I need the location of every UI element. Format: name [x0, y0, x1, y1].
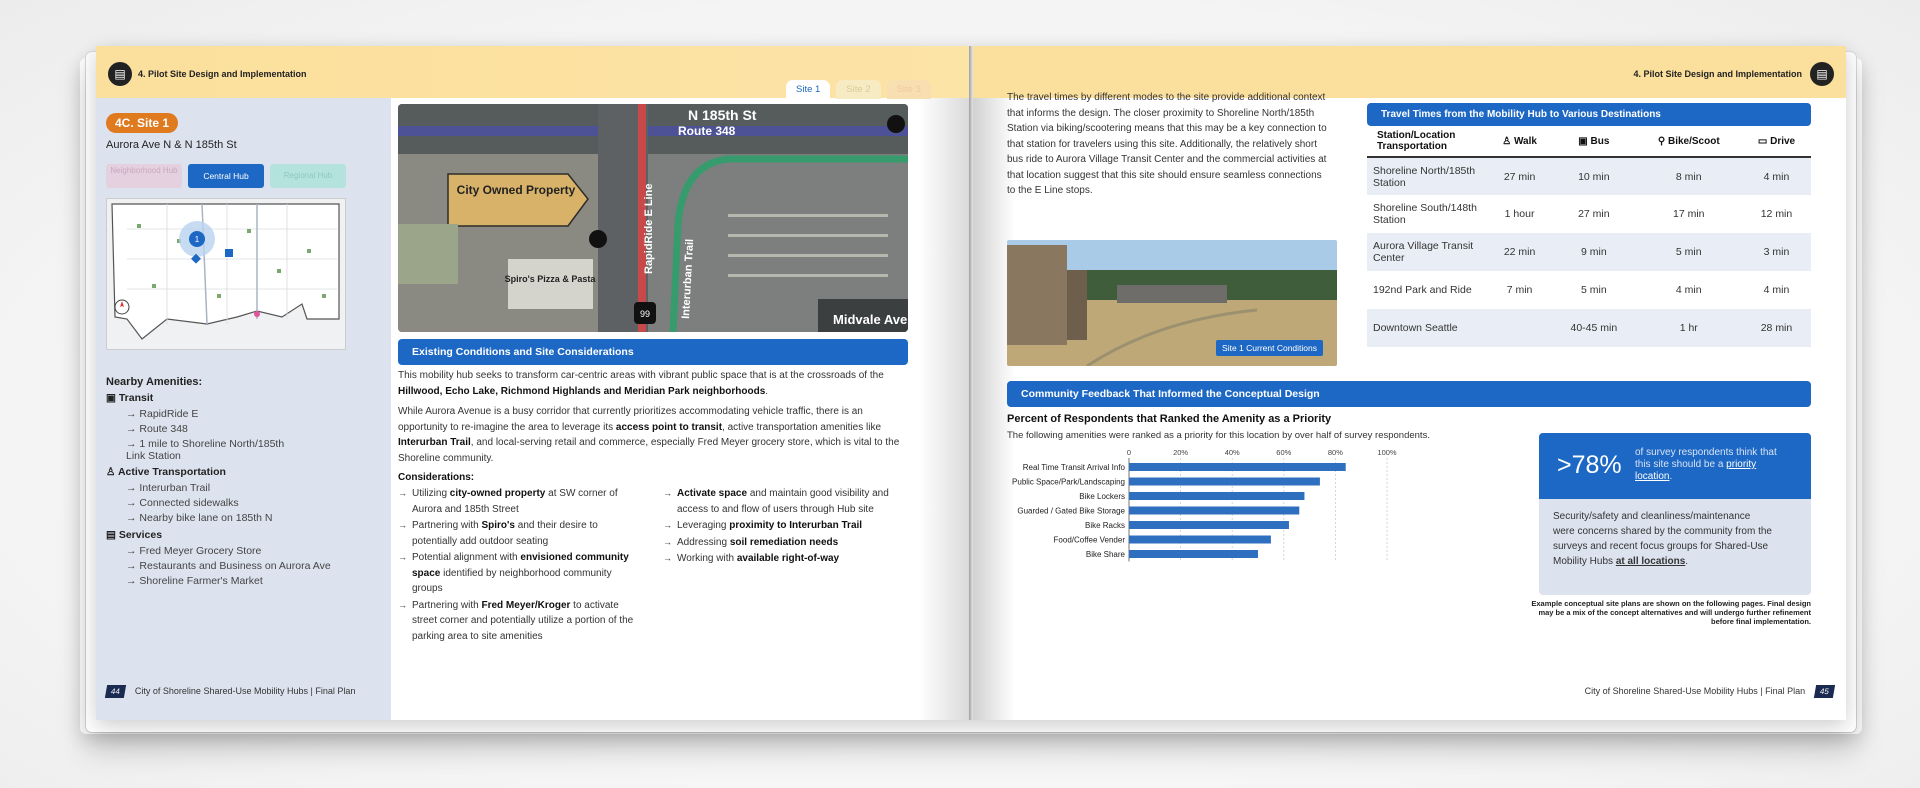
- category-label: Real Time Transit Arrival Info: [1022, 463, 1125, 472]
- left-section-title: 4. Pilot Site Design and Implementation: [138, 69, 307, 79]
- col-header-bike: ⚲ Bike/Scoot: [1636, 126, 1742, 157]
- intro-paragraph-1: This mobility hub seeks to transform car-centric areas with vibrant public space that is at the crossroads of the Hillwood, Echo Lake, Richmond Highlands and Meridian Park neighborhoods.: [398, 370, 884, 397]
- category-label: Bike Share: [1085, 550, 1125, 559]
- x-tick-label: 40%: [1224, 448, 1240, 457]
- walk-icon: ♙: [106, 466, 118, 478]
- map-marker-label: 1: [194, 235, 200, 244]
- book-icon: ▤: [108, 62, 132, 86]
- chart-subtitle: The following amenities were ranked as a priority for this location by over half of survey respondents.: [1007, 430, 1430, 441]
- bar: [1129, 478, 1320, 486]
- right-page: [971, 46, 1846, 720]
- book-spine: [969, 46, 973, 720]
- bar: [1129, 521, 1289, 529]
- list-item: → Interurban Trail: [126, 482, 211, 494]
- aerial-midvale-label: Midvale Ave: [833, 312, 908, 327]
- x-tick-label: 100%: [1377, 448, 1397, 457]
- list-item: → Restaurants and Business on Aurora Ave: [126, 560, 331, 572]
- table-row: Shoreline North/185th Station 27 min 10 min 8 min 4 min: [1367, 157, 1811, 195]
- community-feedback-heading: Community Feedback That Informed the Conceptual Design: [1007, 381, 1811, 407]
- nearby-title: Nearby Amenities:: [106, 376, 203, 388]
- stat-value: >78%: [1557, 451, 1622, 479]
- right-section-title: 4. Pilot Site Design and Implementation: [1633, 69, 1802, 79]
- site-tabs: [786, 80, 931, 99]
- list-item: → RapidRide E: [126, 408, 199, 420]
- list-item: → Activate space and maintain good visibility and access to and flow of users through Hub site: [663, 486, 908, 517]
- hub-regional[interactable]: Regional Hub: [270, 164, 346, 188]
- table-row: Shoreline South/148th Station 1 hour 27 min 17 min 12 min: [1373, 202, 1793, 226]
- bar: [1129, 463, 1346, 471]
- travel-times-table: [1367, 126, 1811, 347]
- left-page: [96, 46, 971, 720]
- list-item: → Nearby bike lane on 185th N: [126, 512, 273, 524]
- page-number: 45: [1814, 685, 1835, 698]
- bar: [1129, 492, 1304, 500]
- col-header-bus: ▣ Bus: [1552, 126, 1635, 157]
- travel-times-heading: Travel Times from the Mobility Hub to Various Destinations: [1367, 103, 1811, 126]
- bar: [1129, 507, 1299, 515]
- list-item: → Addressing soil remediation needs: [663, 535, 908, 551]
- x-tick-label: 60%: [1276, 448, 1292, 457]
- site-location: Aurora Ave N & N 185th St: [106, 139, 237, 151]
- stat-banner: [1539, 433, 1811, 499]
- col-header-walk: ♙ Walk: [1487, 126, 1552, 157]
- bar: [1129, 550, 1258, 558]
- category-label: Food/Coffee Vender: [1053, 535, 1125, 545]
- photo-caption: Site 1 Current Conditions: [1216, 340, 1323, 356]
- list-item: → Working with available right-of-way: [663, 551, 908, 567]
- mini-map: [106, 198, 346, 350]
- tab-site-2[interactable]: Site 2: [836, 80, 880, 99]
- aerial-map: [398, 104, 908, 332]
- category-label: Public Space/Park/Landscaping: [1012, 477, 1125, 487]
- table-row: 192nd Park and Ride 7 min 5 min 4 min 4 min: [1373, 284, 1790, 296]
- bike-icon: ⚲: [1657, 135, 1668, 147]
- table-row: Aurora Village Transit Center 22 min 9 min 5 min 3 min: [1367, 233, 1811, 271]
- intro-paragraph-2: While Aurora Avenue is a busy corridor that currently prioritizes accommodating vehicle traffic, there is an opportunity to re-imagine the area to leverage its access point to transit, active transportation amenities like Interurban Trail, and local-serving retail and commerce, especially Fred Meyer grocery store, which is vital to the Shoreline community.: [398, 406, 900, 464]
- category-label: Guarded / Gated Bike Storage: [1017, 506, 1125, 516]
- list-item: → Partnering with Spiro's and their desire to potentially add outdoor seating: [398, 518, 638, 549]
- book-spread: [96, 46, 1846, 720]
- left-footer: 44 City of Shoreline Shared-Use Mobility Hubs | Final Plan: [106, 685, 355, 698]
- existing-conditions-heading: Existing Conditions and Site Considerations: [398, 339, 908, 365]
- bus-stop-icon: [887, 115, 905, 133]
- right-footer: City of Shoreline Shared-Use Mobility Hubs | Final Plan 45: [1585, 685, 1834, 698]
- site-badge: 4C. Site 1: [106, 113, 178, 133]
- list-item: → Leveraging proximity to Interurban Trail: [663, 518, 908, 534]
- list-item: → Connected sidewalks: [126, 497, 239, 509]
- book-icon: ▤: [1810, 62, 1834, 86]
- category-label: Bike Lockers: [1079, 492, 1125, 501]
- travel-intro: The travel times by different modes to the site provide additional context that informs the design. The closer proximity to Shoreline North/185th Station via biking/scootering means that this may be a key connection to that station for travelers using this site. Additionally, the relatively short bus ride to Aurora Village Transit Center and the commercial activities at that location suggest that this site should ensure seamless connections to the E Line stops.: [1007, 92, 1327, 196]
- highway-shield: 99: [639, 309, 651, 319]
- col-header-drive: ▭ Drive: [1742, 126, 1811, 157]
- list-item: → Partnering with Fred Meyer/Kroger to activate street corner and potentially utilize a portion of the parking area to site amenities: [398, 598, 638, 645]
- x-tick-label: 20%: [1173, 448, 1189, 457]
- aerial-street-label: N 185th St: [688, 107, 757, 123]
- concept-note: Example conceptual site plans are shown on the following pages. Final design may be a mix of the concept alternatives and will undergo further refinement before final implementation.: [1531, 599, 1811, 626]
- list-item: → 1 mile to Shoreline North/185th Link Station: [126, 438, 285, 462]
- category-label: Bike Racks: [1084, 521, 1125, 530]
- aerial-rapidride-label: RapidRide E Line: [643, 183, 655, 274]
- car-icon: ▭: [1757, 135, 1771, 147]
- list-item: → Potential alignment with envisioned community space identified by neighborhood community groups: [398, 550, 638, 597]
- aerial-property-label: City Owned Property: [456, 183, 576, 197]
- hub-neighborhood[interactable]: Neighborhood Hub: [106, 164, 182, 188]
- bar: [1129, 536, 1271, 544]
- stat-text: of survey respondents think that this site should be a priority location.: [1635, 447, 1777, 482]
- concern-text: Security/safety and cleanliness/maintenance were concerns shared by the community from the surveys and recent focus groups for Shared-Use Mobility Hubs at all locations.: [1553, 511, 1772, 567]
- store-icon: ▤: [106, 529, 119, 541]
- list-item: → Route 348: [126, 423, 188, 435]
- aerial-route-label: Route 348: [678, 124, 736, 138]
- stat-box: [1539, 433, 1811, 595]
- chart-title: Percent of Respondents that Ranked the Amenity as a Priority: [1007, 413, 1332, 425]
- table-row: Downtown Seattle 40-45 min 1 hr 28 min: [1367, 309, 1811, 347]
- bus-icon: ▣: [106, 392, 119, 404]
- considerations-title: Considerations:: [398, 472, 475, 483]
- hub-central[interactable]: Central Hub: [188, 164, 264, 188]
- group-transit: ▣ Transit: [106, 392, 154, 404]
- aerial-trail-label: Interurban Trail: [680, 238, 697, 320]
- page-number: 44: [105, 685, 126, 698]
- list-item: → Utilizing city-owned property at SW corner of Aurora and 185th Street: [398, 486, 638, 517]
- site-photo: [1007, 240, 1337, 366]
- list-item: → Shoreline Farmer's Market: [126, 575, 263, 587]
- list-item: → Fred Meyer Grocery Store: [126, 545, 262, 557]
- tab-site-3[interactable]: Site 3: [887, 80, 931, 99]
- aerial-restaurant-label: Spiro's Pizza & Pasta: [504, 274, 596, 284]
- tab-site-1[interactable]: Site 1: [786, 80, 830, 99]
- col-header-station: Station/Location Transportation: [1367, 126, 1487, 157]
- amenity-priority-chart: [1007, 446, 1447, 596]
- considerations-left: [398, 486, 638, 645]
- x-tick-label: 80%: [1327, 448, 1343, 457]
- group-active: ♙ Active Transportation: [106, 466, 226, 478]
- walk-icon: ♙: [1502, 135, 1514, 147]
- group-services: ▤ Services: [106, 529, 163, 541]
- considerations-right: [663, 486, 908, 568]
- bus-stop-icon: [589, 230, 607, 248]
- x-tick-label: 0: [1126, 448, 1132, 457]
- bus-icon: ▣: [1578, 135, 1591, 147]
